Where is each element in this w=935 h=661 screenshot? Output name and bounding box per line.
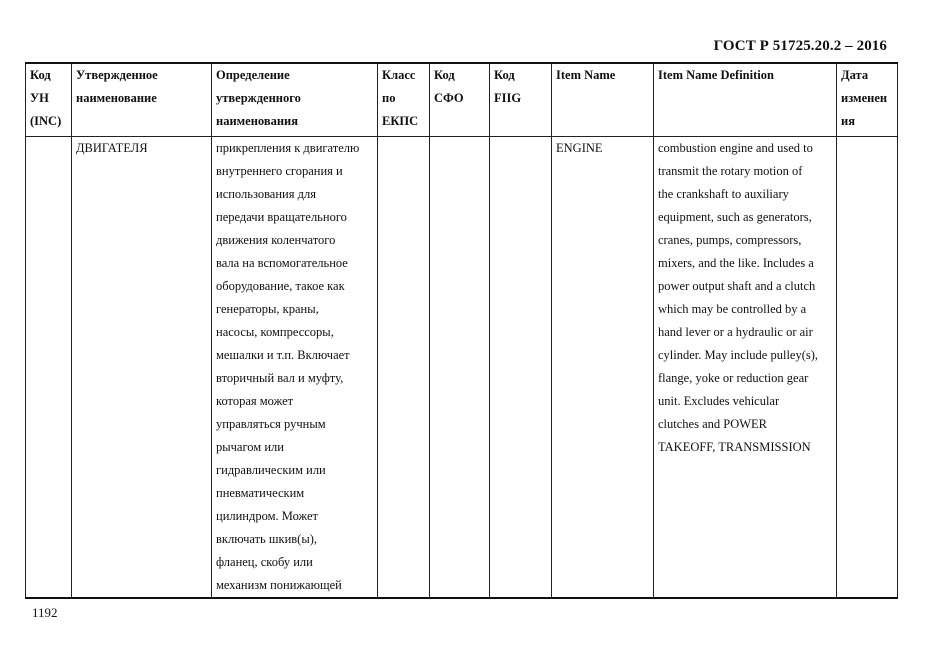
column-header-fiig-code: Код FIIG (490, 63, 552, 137)
cell-item-name-definition: combustion engine and used to transmit the rotary motion of the crankshaft to auxiliary equipment, such as generators, cranes, pumps, compressors, mixers, and the like. Includes a power output shaft and a clutch which may be controlled by a hand lever or a hydraulic or air cylinder. May include pulley(s), flange, yoke or reduction gear unit. Excludes vehicular clutches and POWER TAKEOFF, TRANSMISSION (654, 137, 837, 599)
catalog-table (25, 62, 898, 599)
column-header-inc-code: Код УН (INC) (26, 63, 72, 137)
cell-definition-ru: прикрепления к двигателю внутреннего сгорания и использования для передачи вращательного движения коленчатого вала на вспомогательное оборудование, такое как генераторы, краны, насосы, компрессоры, мешалки и т.п. Включает вторичный вал и муфту, которая может управляться ручным рычагом или гидравлическим или пневматическим цилиндром. Может включать шкив(ы), фланец, скобу или механизм понижающей (212, 137, 378, 599)
table-row (26, 137, 898, 599)
cell-inc-code (26, 137, 72, 599)
cell-change-date (837, 137, 898, 599)
column-header-definition: Определение утвержденного наименования (212, 63, 378, 137)
cell-approved-name: ДВИГАТЕЛЯ (72, 137, 212, 599)
column-header-ekps-class: Класс по ЕКПС (378, 63, 430, 137)
document-standard-header: ГОСТ Р 51725.20.2 – 2016 (713, 38, 887, 54)
page-number: 1192 (32, 605, 58, 620)
column-header-approved-name: Утвержденное наименование (72, 63, 212, 137)
column-header-item-name: Item Name (552, 63, 654, 137)
column-header-sfo-code: Код СФО (430, 63, 490, 137)
cell-fiig-code (490, 137, 552, 599)
cell-sfo-code (430, 137, 490, 599)
cell-ekps-class (378, 137, 430, 599)
cell-item-name: ENGINE (552, 137, 654, 599)
column-header-item-name-definition: Item Name Definition (654, 63, 837, 137)
table-header-row (26, 63, 898, 137)
column-header-change-date: Дата изменен ия (837, 63, 898, 137)
